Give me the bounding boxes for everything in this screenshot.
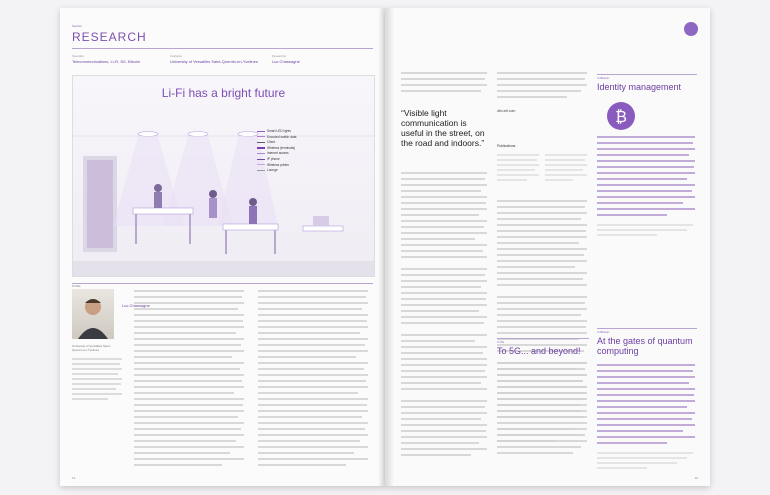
meta-speciality [72,54,152,64]
meta-label: Speciality [72,54,84,58]
text-lines [497,152,589,192]
lifi-illustration [72,75,375,277]
profile-rule [72,283,373,284]
body-column-1 [401,170,489,475]
person-caption: University of Versailles Saint-Quentin-en-Yvelines [72,344,111,352]
text-lines [401,170,489,470]
header-rule [72,48,373,49]
legend-swatch [257,153,265,154]
legend-swatch [257,147,265,148]
meta-value: University of Versailles Saint-Quentin-en-Yvelines [170,59,258,64]
legend-swatch [257,159,265,160]
legend-item: Wireless (terminals) [257,146,296,152]
legend-swatch [257,170,265,171]
left-page [60,8,385,486]
legend-item: Internet access [257,151,296,157]
feature-2-text [497,360,589,465]
legend-swatch [257,131,265,132]
feature-2-label: In 5G [497,340,505,344]
text-lines [597,362,697,472]
text-lines [597,134,697,244]
person-name: Luc Chassagne [122,303,150,308]
feature-rule-3 [597,328,697,329]
svg-text:₿: ₿ [615,107,627,126]
article-column-2 [258,288,370,478]
legend-item: Smart LED lights [257,129,296,135]
person-portrait-icon [72,289,114,339]
illustration-legend [257,129,296,174]
profile-label: Profile [72,284,81,288]
legend-item: Client [257,140,296,146]
profile-body-text [72,356,124,421]
meta-value: Luc Chassagne [272,59,300,64]
publications-list [497,152,589,197]
page-number-right: 15 [694,476,698,480]
pull-quote: “Visible light communication is useful in the street, on the road and indoors.” [401,108,485,148]
feature-1-title: Identity management [597,82,682,92]
section-title: RESEARCH [72,30,147,44]
meta-institution [170,54,260,64]
legend-item: Lounge [257,168,296,174]
intro-text [401,70,489,103]
text-lines [134,288,246,473]
feature-3-text [597,362,697,477]
legend-item: Encoded switch data [257,135,296,141]
page-spine [378,8,394,486]
meta-label: Institution [170,54,182,58]
feature-3-title: At the gates of quantum computing [597,336,693,356]
feature-1-text [597,134,697,249]
text-lines [497,360,589,460]
page-number-left: 14 [72,476,76,480]
legend-swatch [257,136,265,137]
text-lines [497,70,589,110]
office-scene-illustration [73,76,374,276]
legend-swatch [257,164,265,165]
feature-3-label: In Bitcoin [597,330,610,334]
legend-item: Wireless printer [257,163,296,169]
magazine-spread [60,8,710,486]
legend-swatch [257,142,265,143]
legend-item: IP phone [257,157,296,163]
publications-heading: Publications [497,144,516,148]
right-page [385,8,710,486]
publication-logo-icon [684,22,698,36]
feature-rule-2 [497,338,589,339]
feature-rule-1 [597,74,697,75]
text-lines [401,70,489,98]
article-column-1 [134,288,246,478]
feature-1-label: In Bitcoin [597,76,610,80]
meta-label: Researcher [272,54,287,58]
text-lines [258,288,370,473]
feature-2-title: To 5G... and beyond! [497,346,581,356]
meta-researcher [272,54,362,64]
website-link[interactable]: dlm-intl.com [497,109,516,113]
researcher-photo [72,289,114,339]
section-small-label: Section [72,24,83,28]
text-lines [72,356,124,416]
meta-value: Telecommunications, Li-Fi, 5G, Bitcoin [72,59,141,64]
hero-title: Li-Fi has a bright future [161,86,286,100]
